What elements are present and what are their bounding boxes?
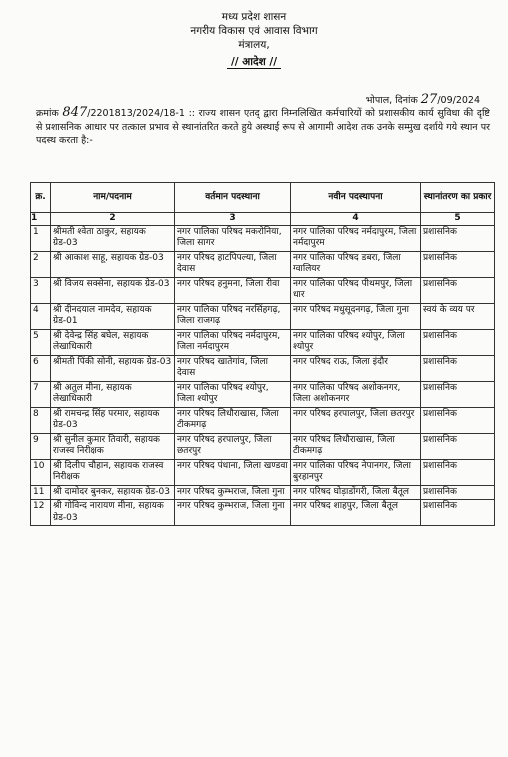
col-header-current: वर्तमान पदस्थाना xyxy=(175,183,291,213)
cell-current-posting: नगर पालिका परिषद श्योपुर, जिला श्योपुर xyxy=(175,381,291,407)
cell-sno: 9 xyxy=(31,433,51,459)
cell-current-posting: नगर पालिका परिषद नरसिंहगढ़, जिला राजगढ़ xyxy=(175,303,291,329)
cell-sno: 10 xyxy=(31,459,51,485)
intro-text: :: राज्य शासन एतद् द्वारा निम्नलिखित कर्मचारियों को प्रशासकीय कार्य सुविधा की दृष्टि से प्रशासनिक आधार पर तत्काल प्रभाव से स्थानांतरित करते हुये अस्थाई रूप से आगामी आदेश तक उनके सम्मुख दर्शाये गये स्थान पर पदस्थ करता है:- xyxy=(36,108,490,146)
col-header-type: स्थानांतरण का प्रकार xyxy=(421,183,495,213)
cell-transfer-type: प्रशासनिक xyxy=(421,381,495,407)
cell-current-posting: नगर परिषद कुम्भराज, जिला गुना xyxy=(175,485,291,500)
col-number: 4 xyxy=(291,213,421,226)
cell-new-posting: नगर परिषद राऊ, जिला इंदौर xyxy=(291,355,421,381)
cell-name: श्री गोविन्द नारायण मीना, सहायक ग्रेड-03 xyxy=(51,500,175,526)
cell-transfer-type: स्वयं के व्यय पर xyxy=(421,303,495,329)
place-label: भोपाल, दिनांक xyxy=(365,95,418,106)
table-row xyxy=(31,485,495,500)
cell-name: श्री देवेन्द्र सिंह बघेल, सहायक लेखाधिकारी xyxy=(51,329,175,355)
table-header-row xyxy=(31,183,495,213)
cell-transfer-type: प्रशासनिक xyxy=(421,277,495,303)
col-header-new: नवीन पदस्थापना xyxy=(291,183,421,213)
table-row xyxy=(31,225,495,251)
cell-new-posting: नगर पालिका परिषद श्योपुर, जिला श्योपुर xyxy=(291,329,421,355)
cell-sno: 6 xyxy=(31,355,51,381)
cell-sno: 7 xyxy=(31,381,51,407)
cell-transfer-type: प्रशासनिक xyxy=(421,225,495,251)
cell-sno: 4 xyxy=(31,303,51,329)
cell-current-posting: नगर परिषद हरपालपुर, जिला छतरपुर xyxy=(175,433,291,459)
cell-new-posting: नगर पालिका परिषद नेपानगर, जिला बुरहानपुर xyxy=(291,459,421,485)
table-row xyxy=(31,277,495,303)
cell-name: श्री विजय सक्सेना, सहायक ग्रेड-03 xyxy=(51,277,175,303)
cell-new-posting: नगर पालिका परिषद अशोकनगर, जिला अशोकनगर xyxy=(291,381,421,407)
ministry-label: मंत्रालय, xyxy=(238,39,270,51)
cell-sno: 5 xyxy=(31,329,51,355)
table-row xyxy=(31,251,495,277)
cell-current-posting: नगर परिषद कुम्भराज, जिला गुना xyxy=(175,500,291,526)
col-number: 2 xyxy=(51,213,175,226)
cell-sno: 3 xyxy=(31,277,51,303)
cell-name: श्री दीनदयाल नामदेव, सहायक ग्रेड-01 xyxy=(51,303,175,329)
order-heading xyxy=(0,55,508,69)
cell-name: श्रीमती पिंकी सोनी, सहायक ग्रेड-03 xyxy=(51,355,175,381)
col-header-name: नाम/पदनाम xyxy=(51,183,175,213)
table-row xyxy=(31,329,495,355)
handwritten-day: 27 xyxy=(420,92,438,107)
cell-transfer-type: प्रशासनिक xyxy=(421,329,495,355)
cell-current-posting: नगर परिषद लिधौराखास, जिला टीकमगढ़ xyxy=(175,407,291,433)
handwritten-order-number: 847 xyxy=(62,105,88,120)
cell-sno: 8 xyxy=(31,407,51,433)
cell-transfer-type: प्रशासनिक xyxy=(421,355,495,381)
date-rest: /09/2024 xyxy=(437,95,480,106)
cell-current-posting: नगर पालिका परिषद नर्मदापुरम, जिला नर्मदापुरम xyxy=(175,329,291,355)
cell-current-posting: नगर परिषद खातेगांव, जिला देवास xyxy=(175,355,291,381)
order-no-prefix: क्रमांक xyxy=(36,108,59,119)
cell-sno: 2 xyxy=(31,251,51,277)
table-row xyxy=(31,381,495,407)
cell-transfer-type: प्रशासनिक xyxy=(421,433,495,459)
cell-new-posting: नगर परिषद लिधौराखास, जिला टीकमगढ़ xyxy=(291,433,421,459)
order-intro xyxy=(36,106,490,148)
col-header-sno: क्र. xyxy=(31,183,51,213)
order-ref: /2201813/2024/18-1 xyxy=(87,108,185,119)
cell-sno: 11 xyxy=(31,485,51,500)
cell-new-posting: नगर पालिका परिषद पीथमपुर, जिला धार xyxy=(291,277,421,303)
order-heading-text: // आदेश // xyxy=(227,56,281,69)
table-row xyxy=(31,303,495,329)
cell-transfer-type: प्रशासनिक xyxy=(421,485,495,500)
cell-new-posting: नगर परिषद घोड़ाडोंगरी, जिला बैतूल xyxy=(291,485,421,500)
table-number-row xyxy=(31,213,495,226)
cell-current-posting: नगर परिषद हनुमना, जिला रीवा xyxy=(175,277,291,303)
cell-name: श्री दामोदर बुनकर, सहायक ग्रेड-03 xyxy=(51,485,175,500)
transfer-table xyxy=(30,182,495,526)
cell-name: श्री रामचन्द्र सिंह परमार, सहायक ग्रेड-03 xyxy=(51,407,175,433)
cell-new-posting: नगर परिषद मधुसूदनगढ़, जिला गुना xyxy=(291,303,421,329)
department-name: नगरीय विकास एवं आवास विभाग xyxy=(190,25,318,37)
col-number: 5 xyxy=(421,213,495,226)
cell-name: श्री आकाश साहू, सहायक ग्रेड-03 xyxy=(51,251,175,277)
table-row xyxy=(31,355,495,381)
col-number: 3 xyxy=(175,213,291,226)
cell-new-posting: नगर परिषद हरपालपुर, जिला छतरपुर xyxy=(291,407,421,433)
cell-name: श्री अतुल मीना, सहायक लेखाधिकारी xyxy=(51,381,175,407)
table-row xyxy=(31,459,495,485)
cell-sno: 1 xyxy=(31,225,51,251)
cell-new-posting: नगर पालिका परिषद डबरा, जिला ग्वालियर xyxy=(291,251,421,277)
cell-transfer-type: प्रशासनिक xyxy=(421,251,495,277)
table-row xyxy=(31,433,495,459)
cell-current-posting: नगर परिषद पंधाना, जिला खण्डवा xyxy=(175,459,291,485)
table-body xyxy=(31,225,495,526)
col-number: 1 xyxy=(31,213,51,226)
gov-name: मध्य प्रदेश शासन xyxy=(221,11,287,23)
cell-new-posting: नगर पालिका परिषद नर्मदापुरम, जिला नर्मदापुरम xyxy=(291,225,421,251)
cell-new-posting: नगर परिषद शाहपुर, जिला बैतूल xyxy=(291,500,421,526)
cell-transfer-type: प्रशासनिक xyxy=(421,407,495,433)
cell-transfer-type: प्रशासनिक xyxy=(421,459,495,485)
cell-current-posting: नगर पालिका परिषद मकरोनिया, जिला सागर xyxy=(175,225,291,251)
table-row xyxy=(31,500,495,526)
place-date xyxy=(366,92,480,107)
cell-transfer-type: प्रशासनिक xyxy=(421,500,495,526)
cell-name: श्री सुनील कुमार तिवारी, सहायक राजस्व निरीक्षक xyxy=(51,433,175,459)
cell-name: श्री दिलीप चौहान, सहायक राजस्व निरीक्षक xyxy=(51,459,175,485)
cell-name: श्रीमती श्वेता ठाकुर, सहायक ग्रेड-03 xyxy=(51,225,175,251)
cell-sno: 12 xyxy=(31,500,51,526)
cell-current-posting: नगर परिषद हाटपिपल्या, जिला देवास xyxy=(175,251,291,277)
table-row xyxy=(31,407,495,433)
